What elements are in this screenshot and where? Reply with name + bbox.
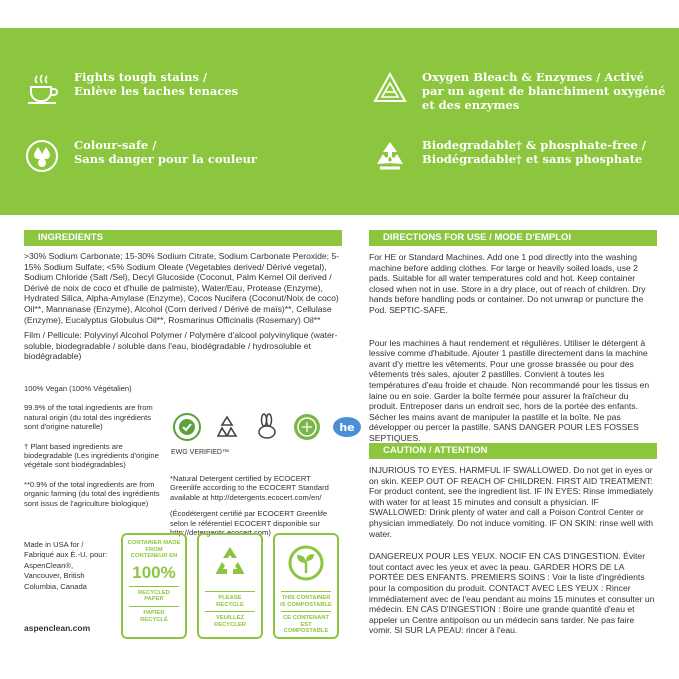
paper-badge-en: RECYCLED PAPER xyxy=(138,589,170,603)
organic-note: **0.9% of the total ingredients are from organic farming (du total des ingrédients sont issus de l'agriculture biologique) xyxy=(24,479,160,508)
ingredients-header: INGREDIENTS xyxy=(24,230,342,246)
feature-oxygen-line2: par un agent de blanchiment oxygéné xyxy=(422,84,666,98)
ecocert-icon xyxy=(292,412,322,442)
feature-biodegradable xyxy=(372,138,646,174)
directions-block xyxy=(369,252,657,452)
paper-badge-percent: 100% xyxy=(132,562,176,582)
compost-badge-fr: CE CONTENANT EST COMPOSTABLE xyxy=(282,615,330,635)
compostable-badge xyxy=(273,533,339,639)
oxygen-triangle-icon xyxy=(372,70,408,106)
website-url: aspenclean.com xyxy=(24,623,91,633)
feature-oxygen-line1: Oxygen Bleach & Enzymes / Activé xyxy=(422,70,644,84)
ingredients-block xyxy=(24,251,342,370)
coffee-cup-icon xyxy=(24,70,60,106)
please-recycle-badge xyxy=(197,533,263,639)
cert-logos xyxy=(172,412,362,442)
compost-sprout-icon xyxy=(286,543,326,583)
ewg-verified-icon xyxy=(172,412,202,442)
made-in-line5: Columbia, Canada xyxy=(24,581,87,591)
svg-text:he: he xyxy=(339,421,355,434)
feature-oxygen-line3: et des enzymes xyxy=(422,98,520,112)
compost-badge-en: THIS CONTAINER IS COMPOSTABLE xyxy=(280,595,332,608)
recycle-icon xyxy=(210,543,250,583)
feature-biodegradable-fr: Biodégradable† et sans phosphate xyxy=(422,152,643,166)
caution-fr: DANGEREUX POUR LES YEUX. NOCIF EN CAS D'INGESTION. Éviter tout contact avec les yeux et avec la peau. GARDER HORS DE LA PORTÉE DES ENFANTS. PREMIERS SOINS : Voir la liste d'ingrédients pour la composition du produit. CONTACT AVEC LES YEUX : Rincer immédiatement avec de l'eau pendant au moins 15 minutes et consulter un médecin. EN CAS D'INGESTION : Boire une grande quantité d'eau et appeler un Centre antipoison ou un médecin sans tarder. Ne pas faire vomir. SI SUR LA PEAU: rincer à l'eau. xyxy=(369,551,655,636)
feature-stains-en: Fights tough stains / xyxy=(74,70,208,84)
paper-badge-top: CONTAINER MADE FROM CONTENEUR EN xyxy=(127,540,181,560)
vegan-block xyxy=(24,384,164,508)
recycle-leaf-icon xyxy=(372,138,408,174)
he-icon xyxy=(332,412,362,442)
ewg-label: EWG VERIFIED™ xyxy=(171,449,229,456)
bunny-icon xyxy=(252,412,282,442)
feature-oxygen xyxy=(372,70,666,112)
ingredients-text: >30% Sodium Carbonate; 15-30% Sodium Citrate, Sodium Carbonate Peroxide; 5-15% Sodium Sulfate; <5% Sodium Oleate (Vegetables derived/ Dérivé vegetal), Sodium Chloride (Salt /Sel), Decyl Glucoside (Coconut, Palm Kernel Oil derived / Dérivé de noix de coco et d'huile de palmiste), Water/Eau, Protease (Enzyme), Hydrated Silica, Alpha-Amylase (Enzyme), Cocos Nucifera (Coconut/Noix de coco) Oil**, Mannanase (Enzyme), Alcohol (Corn derived / Dérivé de maïs)**, Cellulase (Enzyme), Eucalyptus Globulus Oil**, Rosmarinus Officinalis (Rosemary) Oil** xyxy=(24,251,340,325)
caution-header: CAUTION / ATTENTION xyxy=(369,443,657,459)
feature-colour-fr: Sans danger pour la couleur xyxy=(74,152,257,166)
feature-colour-en: Colour-safe / xyxy=(74,138,157,152)
natural-origin-note: 99.9% of the total ingredients are from natural origin (du total des ingrédients sont d'origine naturelle) xyxy=(24,403,153,432)
film-text: Film / Pellicule: Polyvinyl Alcohol Polymer / Polymère d'alcool polyvinylique (water-soluble, biodegradable / soluble dans l'eau, biodégradable / hydrosoluble et biodégradable) xyxy=(24,330,338,362)
made-in-block xyxy=(24,540,112,592)
recycle-arrows-icon xyxy=(212,412,242,442)
made-in-line3: AspenClean®, xyxy=(24,560,74,570)
directions-header: DIRECTIONS FOR USE / MODE D'EMPLOI xyxy=(369,230,657,246)
paper-badge-fr: PAPIER RECYCLÉ xyxy=(140,609,168,623)
recycled-paper-badge xyxy=(121,533,187,639)
features-banner xyxy=(0,28,679,215)
made-in-line2: Fabriqué aux É.-U. pour: xyxy=(24,550,108,560)
caution-block xyxy=(369,465,657,644)
recycle-badge-en: PLEASE RECYCLE xyxy=(216,595,244,608)
recycle-badge-fr: VEUILLEZ RECYCLER xyxy=(214,615,246,628)
ecocert-fr: (Écodétergent certifié par ECOCERT Greenlife selon le référentiel ECOCERT disponible sur http://detergents.ecocert.com) xyxy=(170,509,328,538)
feature-stains xyxy=(24,70,238,106)
ecocert-block xyxy=(170,474,340,537)
made-in-line4: Vancouver, British xyxy=(24,571,85,581)
plant-based-note: † Plant based ingredients are biodegradable (Les ingrédients d'origine végétale sont biodégradables) xyxy=(24,441,159,470)
feature-colour xyxy=(24,138,257,174)
ecocert-en: *Natural Detergent certified by ECOCERT Greenlife according to the ECOCERT Standard available at http://detergents.ecocert.com/en/ xyxy=(170,474,329,502)
vegan-title: 100% Vegan (100% Végétalien) xyxy=(24,384,132,393)
feature-stains-fr: Enlève les taches tenaces xyxy=(74,84,239,98)
water-drops-icon xyxy=(24,138,60,174)
caution-en: INJURIOUS TO EYES. HARMFUL IF SWALLOWED. Do not get in eyes or on skin. KEEP OUT OF REACH OF CHILDREN. FIRST AID TREATMENT: For product content, see the ingredient list. IF IN EYES: Rinse immediately with water for at least 15 minutes and consult a physician. IF SWALLOWED: Drink plenty of water and call a Poison Control Center or physician immediately. Do not induce vomiting. IF ON SKIN: rinse well with water. xyxy=(369,465,654,539)
made-in-line1: Made in USA for / xyxy=(24,540,84,549)
feature-biodegradable-en: Biodegradable† & phosphate-free / xyxy=(422,138,646,152)
directions-fr: Pour les machines à haut rendement et régulières. Utiliser le détergent à lessive comme d'habitude. Ajouter 1 pastille directement dans la machine avant d'y mettre les vêtements. Pour une grosse brassée ou pour des vêtements très sales, ajouter 2 pastilles. Convient à toutes les températures d'eau froide et chaude. Non recommandé pour les tissus en laine ou en soie. Garder la boîte fermée pour assurer la fraîcheur du produit. Entreposer dans un endroit sec, hors de la portée des enfants. Sécher les mains avant de manipuler la pastille et la boîte. Ne pas développer ou percer la pastille. SANS DANGER POUR LES FOSSES SEPTIQUES. xyxy=(369,337,650,443)
directions-en: For HE or Standard Machines. Add one 1 pod directly into the washing machine before adding clothes. For large or heavily soiled loads, use 2 pads. Suitable for all water temperatures cold and hot. Keep container closed when not in use. Store in a dry place, out of reach of children. Dry hands before handling pods or container. Do not unwrap or puncture the Pod. SEPTIC-SAFE. xyxy=(369,252,646,315)
